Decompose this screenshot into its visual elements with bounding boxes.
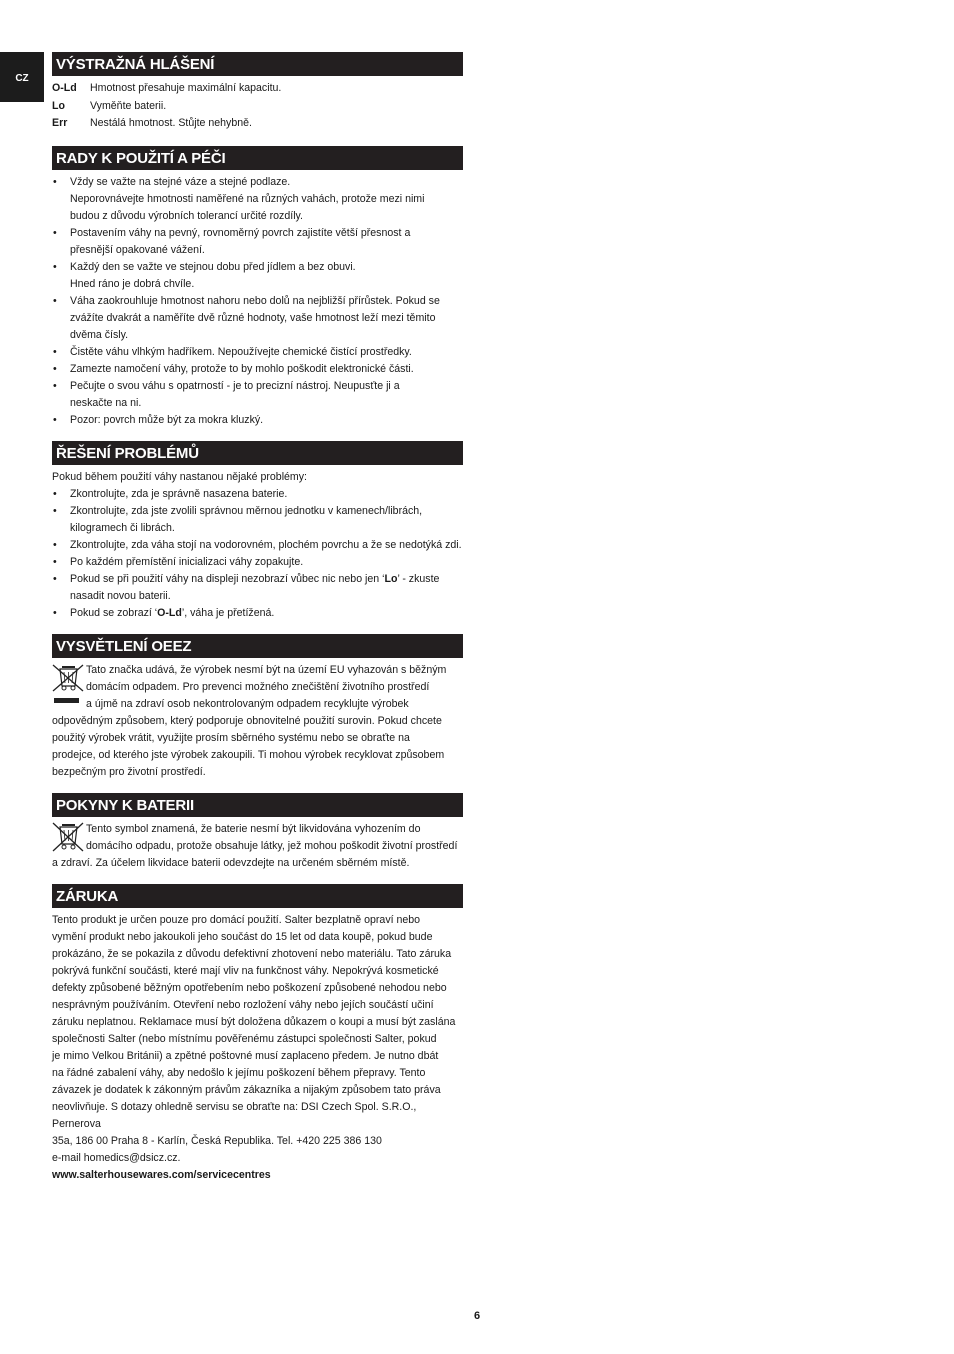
text-line: pokrývá funkční součásti, které mají vliv na funkčnost váhy. Nepokrývá kosmetické: [52, 964, 439, 977]
list-item: [52, 503, 463, 537]
language-tab: CZ: [0, 52, 44, 102]
warning-row: [52, 98, 463, 116]
list-item-text: • Zkontrolujte, zda je správně nasazena baterie.: [70, 487, 288, 500]
warranty-text: [52, 912, 463, 1167]
text-line: nesprávným používáním. Otevření nebo rozložení váhy nebo jejích součástí učiní: [52, 998, 434, 1011]
troubleshooting-list-extra: [52, 571, 463, 622]
list-item-text: Pokud se při použití váhy na displeji nezobrazí vůbec nic nebo jen ‘: [70, 572, 385, 585]
weee-paragraph: [52, 662, 463, 781]
text-line: neovlivňuje. S dotazy ohledně servisu se obraťte na: DSI Czech Spol. S.R.O., Pernerova: [52, 1100, 417, 1130]
warning-row: [52, 80, 463, 98]
list-item-text: • Zamezte namočení váhy, protože to by mohlo poškodit elektronické části.: [70, 362, 414, 375]
section-battery: [52, 793, 463, 872]
section-warranty: [52, 884, 463, 1184]
warning-text: Vyměňte baterii.: [90, 99, 167, 112]
text-line: odpovědným způsobem, který podporuje obnovitelné použití surovin. Pokud chcete: [52, 714, 442, 727]
text-line: a zdraví. Za účelem likvidace baterii odevzdejte na určeném sběrném místě.: [52, 856, 410, 869]
list-item-text: dvěma čísly.: [70, 328, 129, 341]
text-line: vymění produkt nebo jakoukoli jeho součást do 15 let od data koupě, pokud bude: [52, 930, 433, 943]
list-item: [52, 412, 463, 429]
list-item-text: • Po každém přemístění inicializaci váhy zopakujte.: [70, 555, 304, 568]
list-item: [52, 571, 463, 605]
troubleshooting-intro: Pokud během použití váhy nastanou nějaké problémy:: [52, 470, 308, 483]
text-line: prodejce, od kterého jste výrobek zakoupili. Ti mohou výrobek recyklovat způsobem: [52, 748, 445, 761]
display-code: Lo: [384, 572, 398, 585]
text-line: bezpečným pro životní prostředí.: [52, 765, 206, 778]
list-item-text: ’, váha je přetížená.: [181, 606, 275, 619]
warning-code: O-Ld: [52, 82, 77, 94]
list-item-text: Pokud se zobrazí ‘: [70, 606, 158, 619]
weee-text: [52, 713, 463, 781]
page-number: 6: [473, 1310, 481, 1322]
troubleshooting-list: [52, 486, 463, 571]
list-item: [52, 174, 463, 225]
text-line: domácího odpadu, protože obsahuje látky, jež mohou poškodit životní prostředí: [86, 839, 458, 852]
battery-text: [52, 855, 463, 872]
list-item: [52, 537, 463, 554]
content-column: [52, 52, 463, 1194]
list-item-text: • Zkontrolujte, zda jste zvolili správnou měrnou jednotku v kamenech/librách,: [70, 504, 423, 517]
section-title: VÝSTRAŽNÁ HLÁŠENÍ: [52, 52, 463, 76]
text-line: domácím odpadem. Pro prevenci možného znečištění životního prostředí: [86, 680, 430, 693]
list-item-text: budou z důvodu výrobních tolerancí určité rozdíly.: [70, 209, 303, 222]
text-line: e-mail homedics@dsicz.cz.: [52, 1151, 181, 1164]
list-item: [52, 344, 463, 361]
warning-code: Err: [52, 117, 68, 130]
text-line: je mimo Velkou Británii) a zpětné poštovné musí zaplaceno předem. Je nutno dbát: [52, 1049, 439, 1062]
care-list: [52, 174, 463, 429]
list-item-text: ’ - zkuste: [397, 572, 440, 585]
service-centres-link[interactable]: www.salterhousewares.com/servicecentres: [52, 1168, 271, 1181]
weee-text-beside-icon: [52, 662, 463, 713]
list-item: [52, 293, 463, 344]
text-line: 35a, 186 00 Praha 8 - Karlín, Česká Republika. Tel. +420 225 386 130: [52, 1134, 382, 1147]
section-title: POKYNY K BATERII: [52, 793, 463, 817]
list-item: [52, 554, 463, 571]
list-item-text: • Váha zaokrouhluje hmotnost nahoru nebo dolů na nejbližší přírůstek. Pokud se: [70, 294, 440, 307]
text-line: prokázáno, že se pokazila z důvodu defektivní zhotovení nebo materiálu. Tato záruka: [52, 947, 452, 960]
list-item-text: neskačte na ni.: [70, 396, 142, 409]
list-item-text: • Každý den se važte ve stejnou dobu před jídlem a bez obuvi.: [70, 260, 356, 273]
text-line: Tento symbol znamená, že baterie nesmí být likvidována vyhozením do: [86, 822, 421, 835]
list-item: [52, 486, 463, 503]
list-item: [52, 361, 463, 378]
section-care: [52, 146, 463, 429]
text-line: použitý výrobek vrátit, využijte prosím sběrného systému nebo se obraťte na: [52, 731, 410, 744]
warning-code: Lo: [52, 99, 65, 112]
list-item-text: Neporovnávejte hmotnosti naměřené na různých vahách, protože mezi nimi: [70, 192, 425, 205]
list-item-text: • Vždy se važte na stejné váze a stejné podlaze.: [70, 175, 291, 188]
text-line: Tato značka udává, že výrobek nesmí být na území EU vyhazován s běžným: [86, 663, 447, 676]
section-title: VYSVĚTLENÍ OEEZ: [52, 634, 463, 658]
text-line: defekty způsobené běžným opotřebením nebo poškození způsobené nehodou nebo: [52, 981, 447, 994]
section-weee: [52, 634, 463, 781]
text-line: závazek je dodatek k zákonným právům zákazníka a nijakým způsobem tato práva: [52, 1083, 441, 1096]
list-item: [52, 225, 463, 259]
list-item-text: Hned ráno je dobrá chvíle.: [70, 277, 195, 290]
list-item: [52, 605, 463, 622]
battery-text-beside-icon: [52, 821, 463, 855]
crossed-out-battery-bin-icon: [52, 821, 84, 853]
list-item-text: • Čistěte váhu vlhkým hadříkem. Nepoužívejte chemické čistící prostředky.: [70, 345, 412, 358]
section-troubleshooting: [52, 441, 463, 622]
list-item-text: zvážíte dvakrát a naměříte dvě různé hodnoty, vaše hmotnost leží mezi těmito: [70, 311, 436, 324]
section-title: ZÁRUKA: [52, 884, 463, 908]
list-item: [52, 259, 463, 293]
list-item-text: • Postavením váhy na pevný, rovnoměrný povrch zajistíte větší přesnost a: [70, 226, 411, 239]
crossed-out-wheelie-bin-icon: [52, 662, 84, 704]
section-title: ŘEŠENÍ PROBLÉMŮ: [52, 441, 463, 465]
list-item: [52, 378, 463, 412]
section-title: RADY K POUŽITÍ A PÉČI: [52, 146, 463, 170]
text-line: na řádné zabalení váhy, aby nedošlo k jejímu poškození během přepravy. Tento: [52, 1066, 426, 1079]
text-line: společnosti Salter (nebo místnímu pověřenému zástupci společnosti Salter, pokud: [52, 1032, 437, 1045]
list-item-text: přesnější opakované vážení.: [70, 243, 205, 256]
list-item-text: kilogramech či librách.: [70, 521, 175, 534]
list-item-text: nasadit novou baterii.: [70, 589, 171, 602]
battery-paragraph: [52, 821, 463, 872]
warning-row: [52, 115, 463, 133]
text-line: záruku neplatnou. Reklamace musí být doložena důkazem o koupi a musí být zaslána: [52, 1015, 456, 1028]
section-warnings: [52, 52, 463, 133]
display-code: O-Ld: [157, 606, 182, 619]
text-line: Tento produkt je určen pouze pro domácí použití. Salter bezplatně opraví nebo: [52, 913, 421, 926]
warning-text: Nestálá hmotnost. Stůjte nehybně.: [90, 117, 252, 130]
list-item-text: • Pozor: povrch může být za mokra kluzký.: [70, 413, 264, 426]
text-line: a újmě na zdraví osob nekontrolovaným odpadem recyklujte výrobek: [86, 697, 409, 710]
list-item-text: • Pečujte o svou váhu s opatrností - je to precizní nástroj. Neupusťte ji a: [70, 379, 400, 392]
list-item-text: • Zkontrolujte, zda váha stojí na vodorovném, plochém povrchu a že se nedotýká zdi.: [70, 538, 462, 551]
warning-text: Hmotnost přesahuje maximální kapacitu.: [90, 82, 282, 94]
